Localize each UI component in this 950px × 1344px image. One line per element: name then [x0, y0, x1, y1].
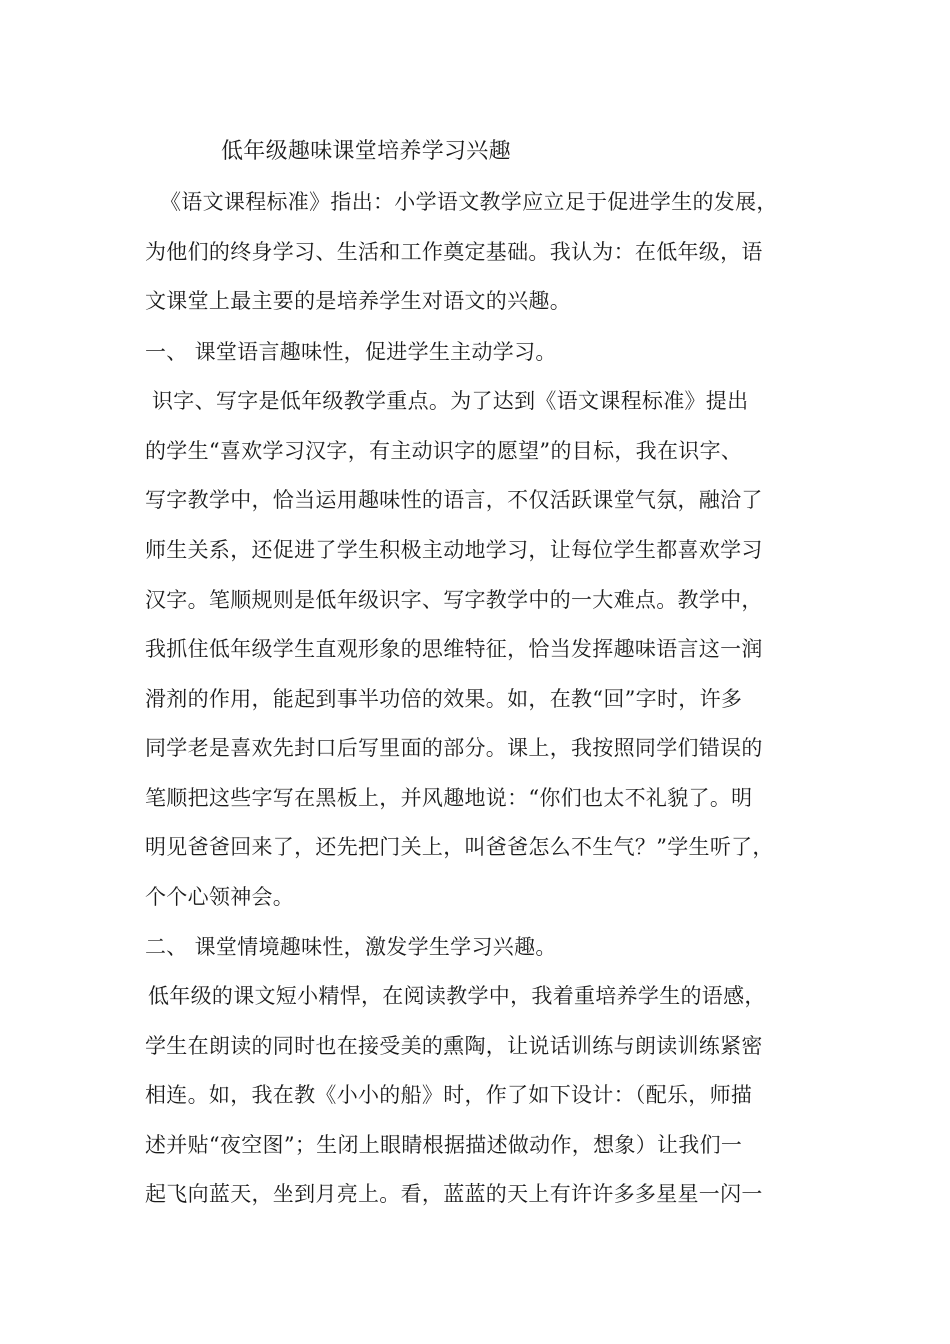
paragraph-line: 写字教学中，恰当运用趣味性的语言，不仅活跃课堂气氛，融洽了 — [145, 488, 763, 512]
section-heading-2: 二、 课堂情境趣味性，激发学生学习兴趣。 — [145, 935, 557, 959]
paragraph-line: 我抓住低年级学生直观形象的思维特征，恰当发挥趣味语言这一润 — [145, 637, 763, 661]
paragraph-line: 起飞向蓝天，坐到月亮上。看，蓝蓝的天上有许许多多星星一闪一 — [145, 1182, 763, 1206]
paragraph-line: 个个心领神会。 — [145, 885, 295, 909]
paragraph-line: 述并贴“夜空图”；生闭上眼睛根据描述做动作，想象）让我们一 — [145, 1133, 743, 1157]
paragraph-line: 《语文课程标准》指出：小学语文教学应立足于促进学生的发展， — [160, 190, 778, 214]
document-title: 低年级趣味课堂培养学习兴趣 — [221, 139, 511, 164]
section-heading-1: 一、 课堂语言趣味性，促进学生主动学习。 — [145, 340, 557, 364]
paragraph-line: 文课堂上最主要的是培养学生对语文的兴趣。 — [145, 289, 571, 313]
paragraph-line: 笔顺把这些字写在黑板上，并风趣地说：“你们也太不礼貌了。明 — [145, 786, 753, 810]
paragraph-line: 师生关系，还促进了学生积极主动地学习，让每位学生都喜欢学习 — [145, 538, 763, 562]
paragraph-line: 滑剂的作用，能起到事半功倍的效果。如，在教“回”字时，许多 — [145, 687, 743, 711]
paragraph-line: 为他们的终身学习、生活和工作奠定基础。我认为：在低年级，语 — [145, 240, 763, 264]
paragraph-line: 相连。如，我在教《小小的船》时，作了如下设计：（配乐，师描 — [145, 1083, 753, 1107]
paragraph-line: 同学老是喜欢先封口后写里面的部分。课上，我按照同学们错误的 — [145, 736, 763, 760]
paragraph-line: 学生在朗读的同时也在接受美的熏陶，让说话训练与朗读训练紧密 — [145, 1034, 763, 1058]
paragraph-line: 低年级的课文短小精悍，在阅读教学中，我着重培养学生的语感， — [148, 984, 766, 1008]
paragraph-line: 明见爸爸回来了，还先把门关上，叫爸爸怎么不生气？”学生听了， — [145, 835, 774, 859]
paragraph-line: 的学生“喜欢学习汉字，有主动识字的愿望”的目标，我在识字、 — [145, 439, 743, 463]
paragraph-line: 识字、写字是低年级教学重点。为了达到《语文课程标准》提出 — [152, 389, 749, 413]
paragraph-line: 汉字。笔顺规则是低年级识字、写字教学中的一大难点。教学中， — [145, 588, 763, 612]
